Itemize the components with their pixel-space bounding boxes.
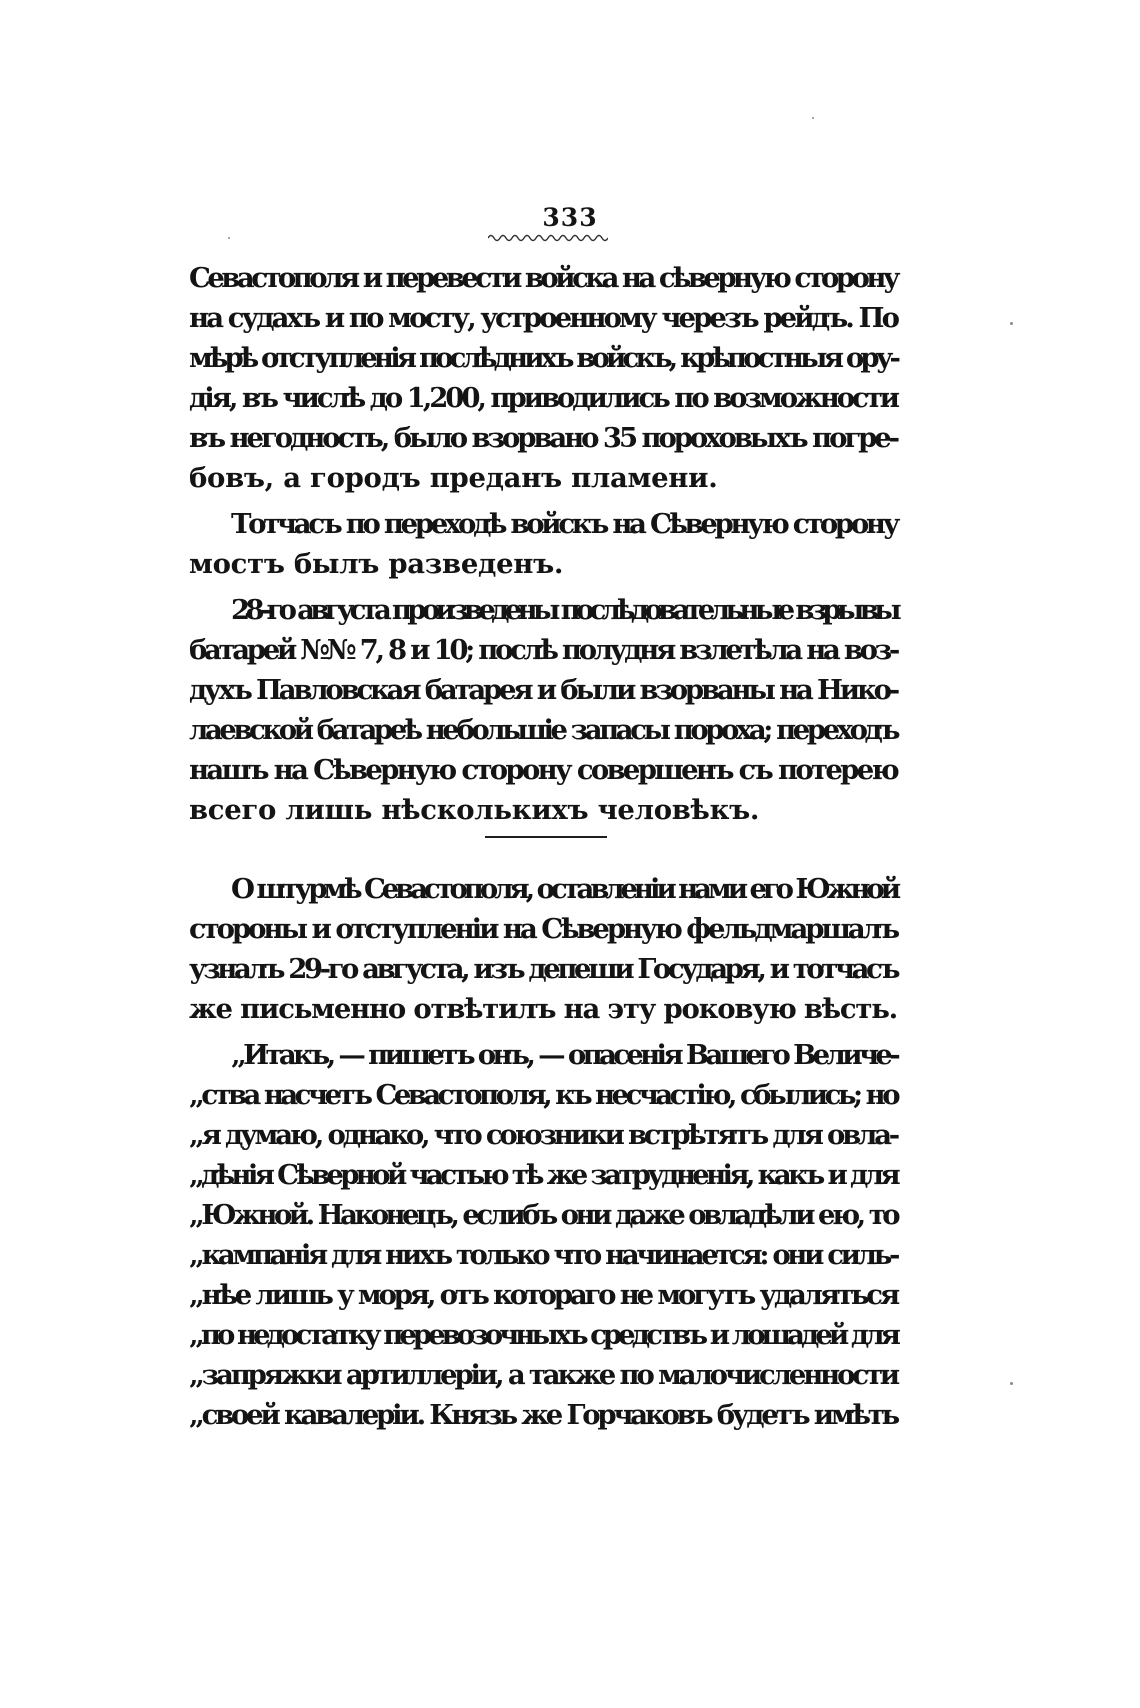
text-line: „кампанія для нихъ только что начинается: они силь- bbox=[189, 1239, 897, 1271]
text-line: лаевской батареѣ небольшіе запасы пороха; переходъ bbox=[189, 714, 897, 746]
text-line: стороны и отступленіи на Сѣверную фельдмаршалъ bbox=[189, 913, 897, 945]
text-line: всего лишь нѣсколькихъ человѣкъ. bbox=[189, 794, 760, 826]
scan-speck bbox=[228, 237, 230, 239]
page-number-ornament bbox=[488, 232, 608, 244]
scan-speck bbox=[1010, 322, 1013, 325]
text-line: „запряжки артиллеріи, а также по малочисленности bbox=[189, 1359, 897, 1391]
scan-speck bbox=[812, 117, 814, 119]
text-line: бовъ, а городъ преданъ пламени. bbox=[189, 462, 718, 494]
text-line: на судахъ и по мосту, устроенному черезъ рейдъ. По bbox=[189, 302, 897, 334]
text-line: въ негодность, было взорвано 35 пороховыхъ погре- bbox=[189, 422, 897, 454]
section-divider bbox=[485, 836, 607, 838]
text-line: „Южной. Наконецъ, еслибъ они даже овладѣли ею, то bbox=[189, 1199, 897, 1231]
text-line: „дѣнія Сѣверной частью тѣ же затрудненія, какъ и для bbox=[189, 1159, 897, 1191]
text-line: „нѣе лишь у моря, отъ котораго не могутъ удаляться bbox=[189, 1279, 897, 1311]
text-line: „ства насчетъ Севастополя, къ несчастію, сбылись; но bbox=[189, 1079, 897, 1111]
text-line: дія, въ числѣ до 1,200, приводились по возможности bbox=[189, 382, 897, 414]
text-line: узналъ 29-го августа, изъ депеши Государя, и тотчасъ bbox=[189, 953, 897, 985]
section-1-text bbox=[189, 258, 897, 830]
text-line: Севастополя и перевести войска на сѣверную сторону bbox=[189, 262, 897, 294]
scan-speck bbox=[1010, 1382, 1013, 1385]
text-line: „по недостатку перевозочныхъ средствъ и лошадей для bbox=[189, 1319, 897, 1351]
page-number: 333 bbox=[542, 203, 598, 232]
text-line: Тотчасъ по переходѣ войскъ на Сѣверную сторону bbox=[231, 508, 897, 540]
text-line: мостъ былъ разведенъ. bbox=[189, 548, 564, 580]
text-line: „Итакъ, — пишетъ онъ, — опасенія Вашего Величе- bbox=[231, 1039, 897, 1071]
text-line: духъ Павловская батарея и были взорваны на Нико- bbox=[189, 674, 897, 706]
text-line: „своей кавалеріи. Князь же Горчаковъ будетъ имѣть bbox=[189, 1399, 897, 1431]
text-line: же письменно отвѣтилъ на эту роковую вѣсть. bbox=[189, 993, 897, 1025]
text-line: „я думаю, однако, что союзники встрѣтятъ для овла- bbox=[189, 1119, 897, 1151]
text-line: батарей №№ 7, 8 и 10; послѣ полудня взлетѣла на воз- bbox=[189, 634, 897, 666]
section-2-text bbox=[189, 869, 897, 1435]
text-line: нашъ на Сѣверную сторону совершенъ съ потерею bbox=[189, 754, 897, 786]
text-line: 28-го августа произведены послѣдовательные взрывы bbox=[231, 594, 897, 626]
text-line: О штурмѣ Севастополя, оставленіи нами его Южной bbox=[231, 873, 898, 905]
text-line: мѣрѣ отступленія послѣднихъ войскъ, крѣпостныя ору- bbox=[189, 342, 897, 374]
